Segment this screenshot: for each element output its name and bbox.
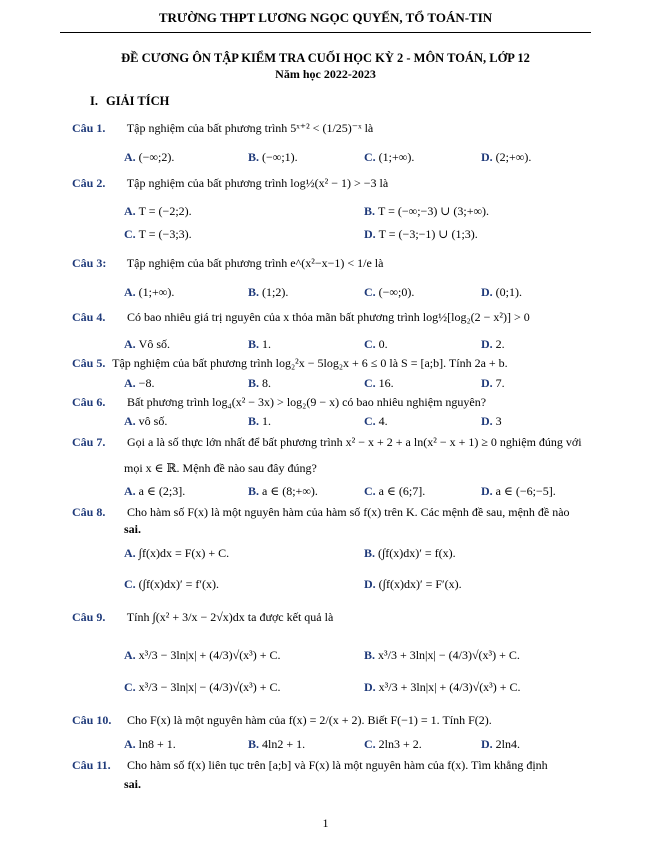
option-c: C. (−∞;0).: [364, 285, 415, 299]
question-text: Bất phương trình log₄(x² − 3x) > log₂(9 − x) có bao nhiêu nghiệm nguyên?: [127, 395, 487, 409]
question-text: Tính ∫(x² + 3/x − 2√x)dx ta được kết quả là: [126, 610, 334, 624]
option-b: B. 4ln2 + 1.: [248, 737, 306, 751]
option-a: A. (−∞;2).: [124, 150, 175, 164]
option-d: D. 2.: [481, 337, 505, 351]
option-d: D. (∫f(x)dx)′ = F′(x).: [364, 577, 462, 591]
option-a: A. T = (−2;2).: [124, 204, 192, 218]
option-d: D. (2;+∞).: [481, 150, 532, 164]
question-4: [72, 310, 530, 325]
option-a: A. a ∈ (2;3].: [124, 484, 186, 498]
school-header: TRƯỜNG THPT LƯƠNG NGỌC QUYẾN, TỔ TOÁN-TIN: [158, 10, 493, 25]
section-heading: [90, 94, 169, 109]
option-a: A. (1;+∞).: [124, 285, 175, 299]
question-text: Có bao nhiêu giá trị nguyên của x thỏa mãn bất phương trình log½[log₂(2 − x²)] > 0: [127, 310, 530, 324]
question-text: Tập nghiệm của bất phương trình 5ˣ⁺² < (1/25)⁻ˣ là: [126, 121, 374, 135]
document-title: ĐỀ CƯƠNG ÔN TẬP KIỂM TRA CUỐI HỌC KỲ 2 - MÔN TOÁN, LỚP 12: [121, 51, 530, 65]
option-a: A. −8.: [124, 376, 155, 390]
question-7: [72, 435, 582, 450]
question-2: [72, 176, 388, 191]
section-name: GIẢI TÍCH: [106, 94, 170, 108]
question-text: Tập nghiệm của bất phương trình e^(x²−x−1) < 1/e là: [126, 256, 384, 270]
question-label: Câu 6.: [72, 395, 106, 409]
option-c: C. (∫f(x)dx)′ = f′(x).: [124, 577, 219, 591]
option-b: B. T = (−∞;−3) ∪ (3;+∞).: [364, 204, 490, 218]
option-a: A. vô số.: [124, 414, 168, 428]
question-text-continued: sai.: [124, 777, 142, 791]
option-c: C. 16.: [364, 376, 394, 390]
question-label: Câu 1.: [72, 121, 106, 135]
question-text-continued: sai.: [124, 522, 142, 536]
question-label: Câu 8.: [72, 505, 106, 519]
header-divider: [60, 32, 591, 33]
question-text: Cho hàm số f(x) liên tục trên [a;b] và F(x) là một nguyên hàm của f(x). Tìm khẳng định: [127, 758, 548, 772]
question-11: [72, 758, 548, 773]
option-a: A. Vô số.: [124, 337, 171, 351]
option-b: B. (∫f(x)dx)′ = f(x).: [364, 546, 456, 560]
option-c: C. (1;+∞).: [364, 150, 415, 164]
question-text: Gọi a là số thực lớn nhất để bất phương trình x² − x + 2 + a ln(x² − x + 1) ≥ 0 nghiệm đúng với: [127, 435, 582, 449]
section-number: I.: [90, 94, 98, 108]
option-b: B. x³/3 + 3ln|x| − (4/3)√(x³) + C.: [364, 648, 520, 662]
question-10: [72, 713, 492, 728]
option-a: A. x³/3 − 3ln|x| + (4/3)√(x³) + C.: [124, 648, 281, 662]
option-a: A. ∫f(x)dx = F(x) + C.: [124, 546, 230, 560]
question-label: Câu 7.: [72, 435, 106, 449]
option-b: B. (1;2).: [248, 285, 289, 299]
option-c: C. 0.: [364, 337, 388, 351]
question-text: Tập nghiệm của bất phương trình log½(x² − 1) > −3 là: [126, 176, 389, 190]
option-b: B. (−∞;1).: [248, 150, 298, 164]
option-d: D. x³/3 + 3ln|x| + (4/3)√(x³) + C.: [364, 680, 521, 694]
option-c: C. x³/3 − 3ln|x| − (4/3)√(x³) + C.: [124, 680, 281, 694]
question-text: Cho hàm số F(x) là một nguyên hàm của hàm số f(x) trên K. Các mệnh đề sau, mệnh đề nào: [127, 505, 570, 519]
option-a: A. ln8 + 1.: [124, 737, 176, 751]
question-text: Tập nghiệm của bất phương trình log₂²x − 5log₂x + 6 ≤ 0 là S = [a;b]. Tính 2a + b.: [112, 356, 508, 370]
option-b: B. a ∈ (8;+∞).: [248, 484, 318, 498]
option-b: B. 1.: [248, 337, 272, 351]
question-label: Câu 2.: [72, 176, 106, 190]
question-label: Câu 10.: [72, 713, 112, 727]
option-c: C. 2ln3 + 2.: [364, 737, 422, 751]
question-1: [72, 121, 373, 136]
option-d: D. 3: [481, 414, 502, 428]
option-d: D. (0;1).: [481, 285, 522, 299]
option-d: D. T = (−3;−1) ∪ (1;3).: [364, 227, 478, 241]
question-5: [72, 356, 508, 371]
question-label: Câu 3:: [72, 256, 107, 270]
option-c: C. 4.: [364, 414, 388, 428]
question-label: Câu 11.: [72, 758, 111, 772]
question-text: Cho F(x) là một nguyên hàm của f(x) = 2/(x + 2). Biết F(−1) = 1. Tính F(2).: [127, 713, 492, 727]
question-label: Câu 5.: [72, 356, 106, 370]
option-d: D. 2ln4.: [481, 737, 521, 751]
question-9: [72, 610, 333, 625]
school-year: Năm học 2022-2023: [275, 67, 376, 81]
option-d: D. 7.: [481, 376, 505, 390]
option-c: C. a ∈ (6;7].: [364, 484, 426, 498]
option-b: B. 1.: [248, 414, 272, 428]
page-number: 1: [322, 816, 329, 830]
question-label: Câu 9.: [72, 610, 106, 624]
question-3: [72, 256, 383, 271]
option-b: B. 8.: [248, 376, 272, 390]
question-label: Câu 4.: [72, 310, 106, 324]
question-text-continued: mọi x ∈ ℝ. Mệnh đề nào sau đây đúng?: [124, 461, 317, 475]
option-c: C. T = (−3;3).: [124, 227, 192, 241]
question-6: [72, 395, 486, 410]
option-d: D. a ∈ (−6;−5].: [481, 484, 556, 498]
question-8: [72, 505, 570, 520]
